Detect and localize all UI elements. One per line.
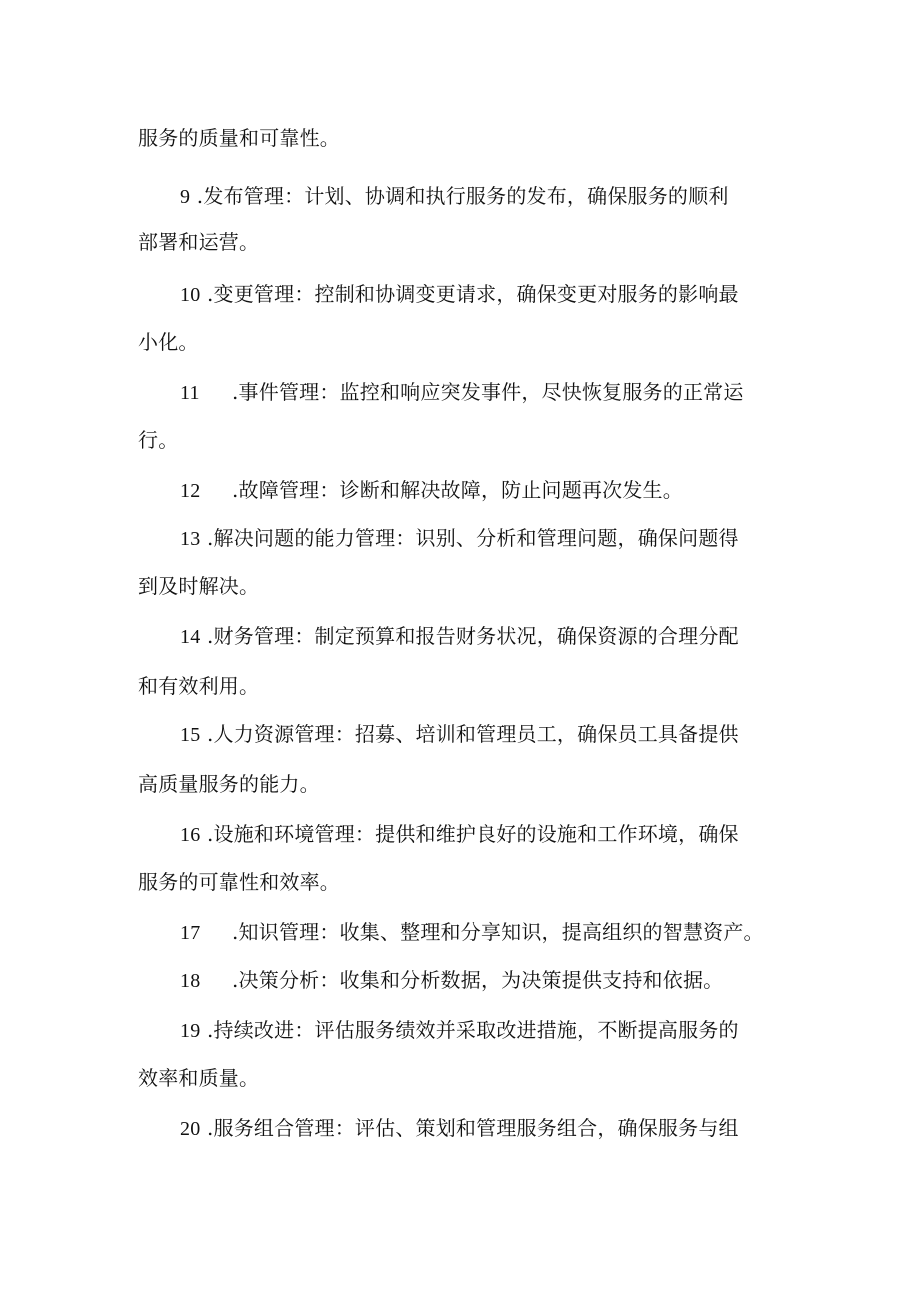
list-item-13 [180,526,830,551]
line-text: 高质量服务的能力。 [138,772,320,796]
item-number: 16 [180,824,201,846]
list-item-12 [180,478,830,503]
item-number: 13 [180,528,201,550]
list-item-17 [180,920,830,945]
text-line [138,674,788,698]
text-line [138,870,788,894]
item-number: 9 [180,186,191,208]
line-text: 小化。 [138,330,199,354]
line-text: .变更管理：控制和协调变更请求，确保变更对服务的影响最 [200,282,739,306]
list-item-19 [180,1018,830,1043]
list-item-18 [180,968,830,993]
item-number: 18 [180,970,201,992]
item-number: 14 [180,626,201,648]
item-number: 10 [180,284,201,306]
list-item-20 [180,1116,830,1141]
line-text: .决策分析：收集和分析数据，为决策提供支持和依据。 [232,968,724,992]
line-text: .财务管理：制定预算和报告财务状况，确保资源的合理分配 [200,624,739,648]
text-line [138,230,788,254]
line-text: .持续改进：评估服务绩效并采取改进措施，不断提高服务的 [200,1018,739,1042]
line-text: 部署和运营。 [138,230,260,254]
line-text: .解决问题的能力管理：识别、分析和管理问题，确保问题得 [200,526,739,550]
line-text: .知识管理：收集、整理和分享知识，提高组织的智慧资产。 [232,920,764,944]
text-line [138,1066,788,1090]
line-text: .人力资源管理：招募、培训和管理员工，确保员工具备提供 [200,722,739,746]
item-number: 15 [180,724,201,746]
text-line [138,126,788,150]
line-text: 服务的可靠性和效率。 [138,870,340,894]
line-text: .故障管理：诊断和解决故障，防止问题再次发生。 [232,478,683,502]
line-text: 和有效利用。 [138,674,260,698]
line-text: 到及时解决。 [138,574,260,598]
line-text: .设施和环境管理：提供和维护良好的设施和工作环境，确保 [200,822,739,846]
list-item-10 [180,282,830,307]
item-number: 17 [180,922,201,944]
text-line [138,428,788,452]
line-text: 效率和质量。 [138,1066,260,1090]
list-item-14 [180,624,830,649]
text-line [138,574,788,598]
line-text: 服务的质量和可靠性。 [138,126,340,150]
list-item-11 [180,380,830,405]
line-text: 行。 [138,428,179,452]
line-text: .发布管理：计划、协调和执行服务的发布，确保服务的顺利 [190,184,729,208]
line-text: .事件管理：监控和响应突发事件，尽快恢复服务的正常运 [232,380,744,404]
item-number: 11 [180,382,200,404]
text-line [138,772,788,796]
list-item-16 [180,822,830,847]
item-number: 12 [180,480,201,502]
item-number: 19 [180,1020,201,1042]
line-text: .服务组合管理：评估、策划和管理服务组合，确保服务与组 [200,1116,739,1140]
list-item-9 [180,184,830,209]
item-number: 20 [180,1118,201,1140]
text-line [138,330,788,354]
list-item-15 [180,722,830,747]
